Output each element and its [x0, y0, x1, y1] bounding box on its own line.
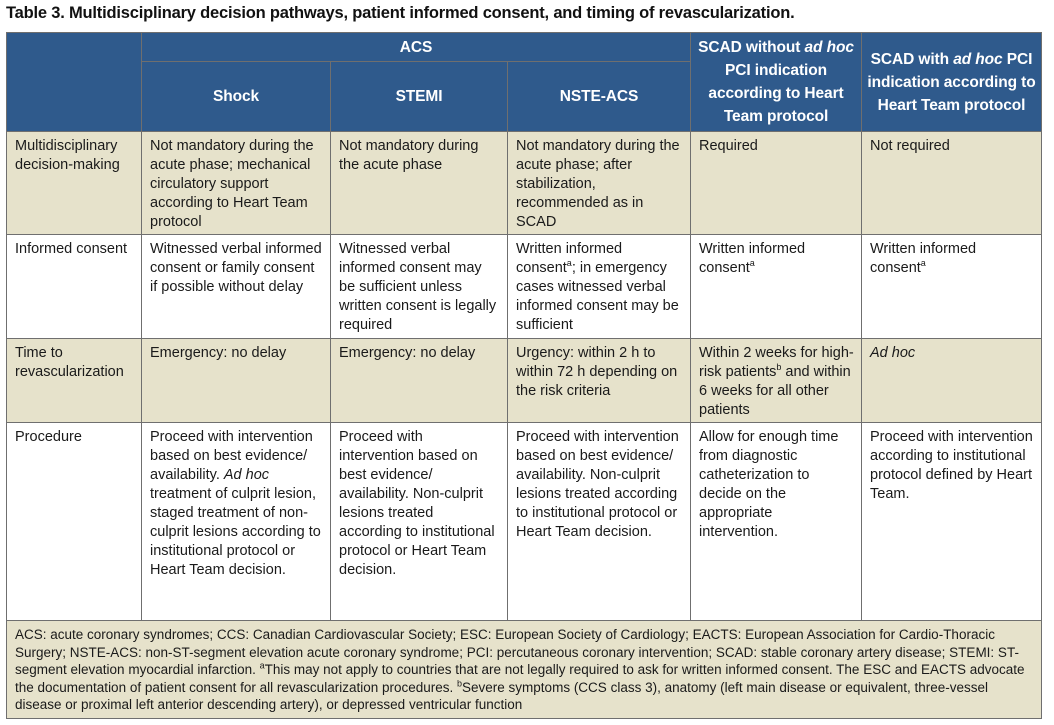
cell-timing-shock: Emergency: no delay — [142, 339, 331, 423]
cell-decision-scad-with: Not required — [862, 132, 1042, 235]
cell-timing-scad-with: Ad hoc — [862, 339, 1042, 423]
cell-consent-shock: Witnessed verbal informed consent or family consent if possible without delay — [142, 235, 331, 339]
row-label-consent: Informed consent — [7, 235, 142, 339]
table-caption: Table 3. Multidisciplinary decision pathways, patient informed consent, and timing of revascularization. — [6, 4, 795, 22]
header-acs: ACS — [142, 33, 691, 62]
cell-consent-nste: Written informed consent$^a$; in emergency cases witnessed verbal informed consent may be sufficient — [508, 235, 691, 339]
row-label-decision: Multidisciplinary decision-making — [7, 132, 142, 235]
cell-procedure-scad-with: Proceed with intervention according to institutional protocol defined by Heart Team. — [862, 423, 1042, 621]
row-label-procedure: Procedure — [7, 423, 142, 621]
header-scad-with: SCAD with ad hoc PCI indication according to Heart Team protocol — [862, 33, 1042, 132]
header-corner — [7, 33, 142, 132]
header-shock: Shock — [142, 62, 331, 132]
cell-procedure-stemi: Proceed with intervention based on best evidence/ availability. Non-culprit lesions treated according to institutional protocol or Heart Team decision. — [331, 423, 508, 621]
cell-timing-nste: Urgency: within 2 h to within 72 h depending on the risk criteria — [508, 339, 691, 423]
cell-consent-stemi: Witnessed verbal informed consent may be sufficient unless written consent is legally required — [331, 235, 508, 339]
cell-decision-shock: Not mandatory during the acute phase; mechanical circulatory support according to Heart Team protocol — [142, 132, 331, 235]
cell-procedure-scad-without: Allow for enough time from diagnostic catheterization to decide on the appropriate intervention. — [691, 423, 862, 621]
table-footnote: ACS: acute coronary syndromes; CCS: Canadian Cardiovascular Society; ESC: European Society of Cardiology; EACTS: European Association for Cardio-Thoracic Surgery; NSTE-ACS: non-ST-segment elevation acute coronary syndrome; PCI: percutaneous coronary intervention; SCAD: stable coronary artery disease; STEMI: ST-segment elevation myocardial infarction. $^a$This may not apply to countries that are not legally required to ask for written informed consent. The ESC and EACTS advocate the documentation of patient consent for all revascularization procedures. $^b$Severe symptoms (CCS class 3), anatomy (left main disease or equivalent, three-vessel disease or proximal left anterior descending artery), or depressed ventricular function — [7, 621, 1042, 719]
table-row-footnote — [7, 621, 1042, 719]
cell-procedure-shock: Proceed with intervention based on best evidence/ availability. Ad hoc treatment of culprit lesion, staged treatment of non-culprit lesions according to institutional protocol or Heart Team decision. — [142, 423, 331, 621]
cell-consent-scad-without: Written informed consent$^a$ — [691, 235, 862, 339]
row-label-timing: Time to revascularization — [7, 339, 142, 423]
header-nste-acs: NSTE-ACS — [508, 62, 691, 132]
cell-decision-nste: Not mandatory during the acute phase; after stabilization, recommended as in SCAD — [508, 132, 691, 235]
header-stemi: STEMI — [331, 62, 508, 132]
table-row-procedure — [7, 423, 1042, 621]
cell-decision-scad-without: Required — [691, 132, 862, 235]
table-row-consent — [7, 235, 1042, 339]
table-row-timing — [7, 339, 1042, 423]
revascularization-table — [6, 32, 1042, 719]
cell-procedure-nste: Proceed with intervention based on best evidence/ availability. Non-culprit lesions treated according to institutional protocol or Heart Team decision. — [508, 423, 691, 621]
cell-timing-stemi: Emergency: no delay — [331, 339, 508, 423]
header-scad-without: SCAD without ad hoc PCI indication according to Heart Team protocol — [691, 33, 862, 132]
cell-consent-scad-with: Written informed consent$^a$ — [862, 235, 1042, 339]
table-row-decision — [7, 132, 1042, 235]
cell-decision-stemi: Not mandatory during the acute phase — [331, 132, 508, 235]
cell-timing-scad-without: Within 2 weeks for high-risk patients$^b$ and within 6 weeks for all other patients — [691, 339, 862, 423]
